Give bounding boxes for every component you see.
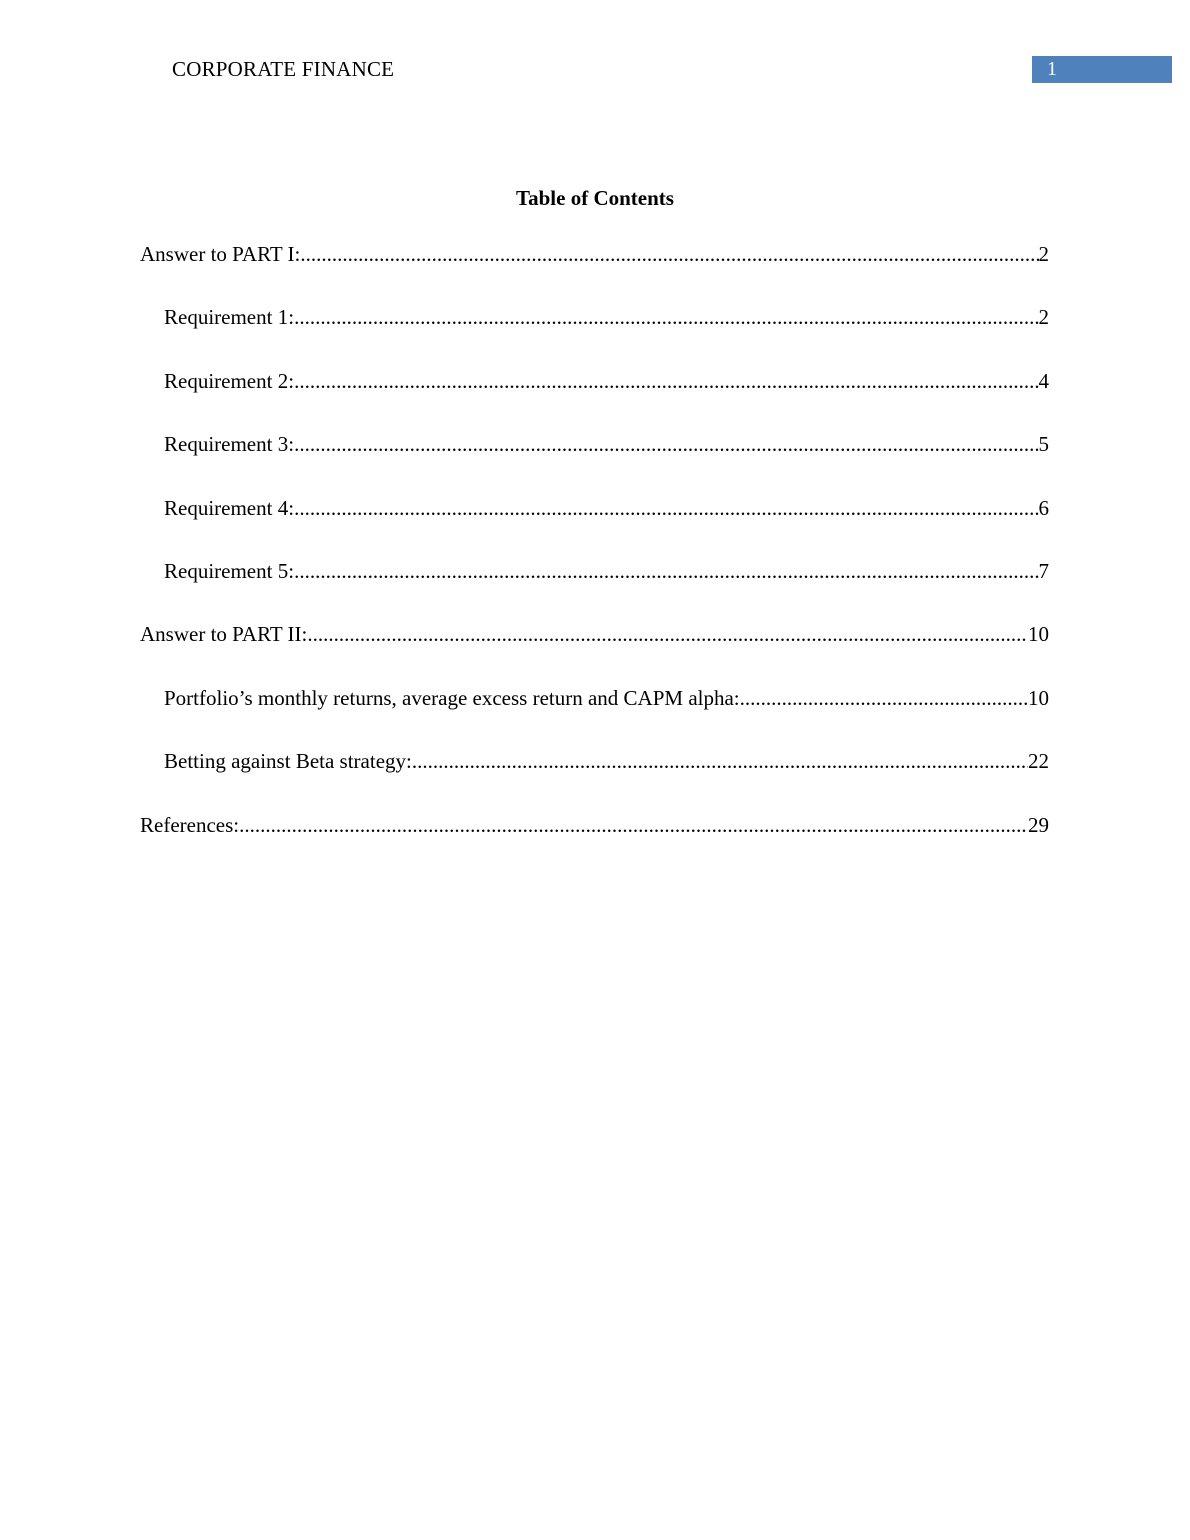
toc-entry-label: Betting against Beta strategy: [164,747,412,776]
toc-entry[interactable] [140,430,1049,493]
toc-dot-leader [294,494,1038,523]
toc-entry-page: 10 [1028,622,1049,647]
toc-entry[interactable] [140,494,1049,557]
toc-dot-leader [294,367,1038,396]
toc-entry-page: 6 [1038,495,1049,520]
toc-entry-label: Answer to PART II: [140,620,307,649]
toc-entry-label: Requirement 1: [164,303,294,332]
toc-entry-page: 29 [1028,812,1049,837]
toc-entry[interactable] [140,240,1049,303]
toc-entry-page: 2 [1038,242,1049,266]
toc-entry-page: 7 [1038,558,1049,583]
toc-dot-leader [294,430,1038,459]
toc-entry-label: Requirement 3: [164,430,294,459]
toc-entry-page: 22 [1028,749,1049,774]
toc-entry-label: Requirement 5: [164,557,294,586]
toc-entry-label: Requirement 4: [164,494,294,523]
toc-dot-leader [239,811,1028,840]
toc-entry[interactable] [140,684,1049,747]
toc-title: Table of Contents [516,186,674,210]
toc-entry[interactable] [140,747,1049,810]
toc-entry-page: 10 [1028,685,1049,710]
toc-dot-leader [412,747,1028,776]
toc-entry[interactable] [140,303,1049,366]
toc-entry[interactable] [140,367,1049,430]
running-header-title: CORPORATE FINANCE [172,57,395,81]
toc-entry-label: References: [140,811,239,840]
toc-entry-label: Portfolio’s monthly returns, average excess return and CAPM alpha: [164,684,740,713]
toc-entry-page: 5 [1038,432,1049,457]
toc-entry-page: 4 [1038,368,1049,393]
toc-dot-leader [300,240,1038,269]
toc-entry-label: Requirement 2: [164,367,294,396]
table-of-contents [140,240,1049,874]
toc-dot-leader [307,620,1028,649]
page-number: 1 [1047,58,1057,80]
toc-dot-leader [740,684,1028,713]
toc-dot-leader [294,303,1038,332]
toc-entry[interactable] [140,557,1049,620]
toc-entry[interactable] [140,620,1049,683]
toc-entry-page: 2 [1038,305,1049,330]
page-number-badge [1032,56,1172,83]
toc-dot-leader [294,557,1038,586]
toc-entry-label: Answer to PART I: [140,240,300,269]
toc-entry[interactable] [140,811,1049,874]
